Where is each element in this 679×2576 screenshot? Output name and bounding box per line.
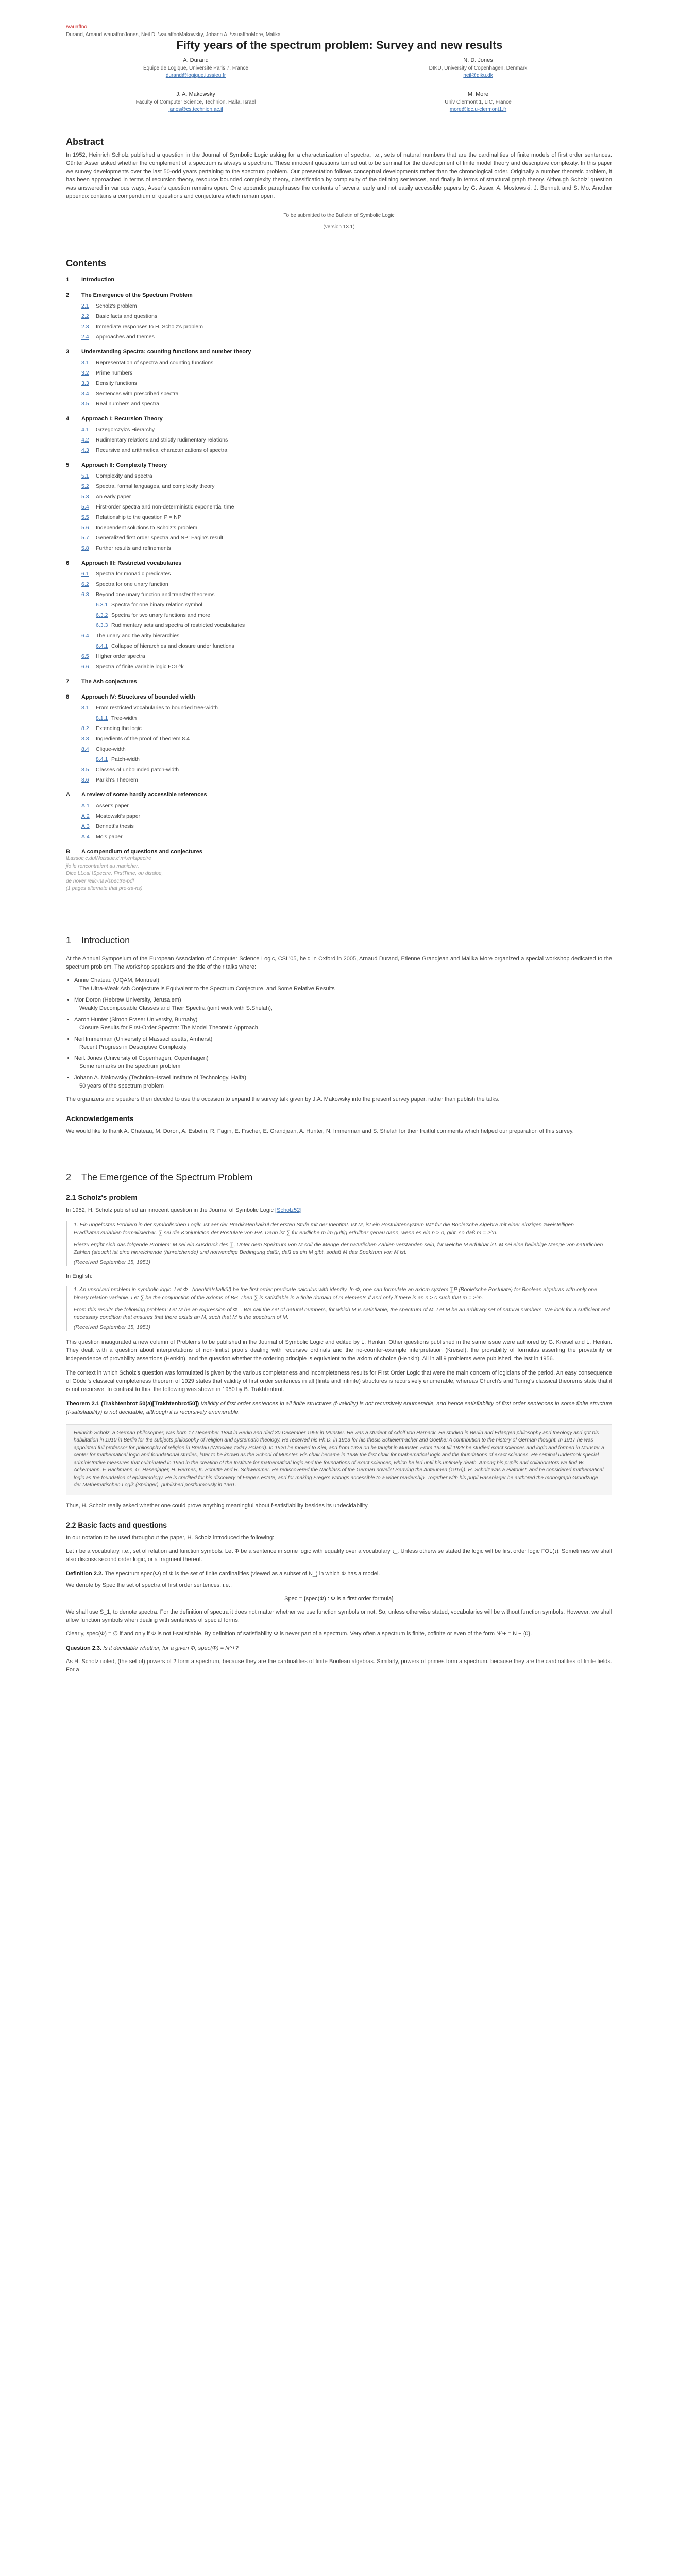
toc-subsection[interactable]	[66, 662, 612, 672]
toc-subsection-number[interactable]: 3.4	[81, 391, 89, 397]
toc-subsection-title[interactable]: Tree-width	[111, 715, 137, 722]
toc-section-number: 3	[66, 349, 70, 355]
toc-subsection-number[interactable]: 5.8	[81, 545, 89, 552]
toc-subsection-number[interactable]: 4.3	[81, 447, 89, 454]
toc-subsection[interactable]	[66, 620, 612, 631]
toc-subsection-number[interactable]: 2.2	[81, 313, 89, 320]
author-affiliation: Faculty of Computer Science, Technion, Haifa, Israel	[135, 99, 256, 105]
toc-subsection[interactable]	[66, 301, 612, 311]
toc-subsection[interactable]	[66, 492, 612, 502]
toc-subsection-title[interactable]: Higher order spectra	[96, 653, 145, 660]
toc-subsection-title[interactable]: Spectra for one unary function	[96, 581, 168, 588]
body-paragraph: Thus, H. Scholz really asked whether one could prove anything meaningful about f-satisfiability besides its undecidability.	[66, 1502, 369, 1509]
toc-subsection[interactable]	[66, 832, 612, 842]
author-email[interactable]: durand@logique.jussieu.fr	[165, 73, 226, 79]
talk-title: The Ultra-Weak Ash Conjecture is Equivalent to the Spectrum Conjecture, and Some Relative Results	[79, 985, 335, 992]
toc-subsection-number[interactable]: 8.5	[81, 767, 89, 773]
intro-paragraph: At the Annual Symposium of the European Association of Computer Science Logic, CSL'05, held in Oxford in 2005, Arnaud Durand, Etienne Grandjean and Malika More organized a special workshop dedicated to the spectrum problem. The workshop speakers and the title of their talks where:	[66, 956, 612, 971]
author-block-1	[118, 57, 273, 80]
toc-section-number: 1	[66, 277, 70, 283]
toc-subsection[interactable]	[66, 378, 612, 388]
toc-subsection-number[interactable]: A.2	[81, 813, 90, 820]
section-heading	[66, 1171, 612, 1184]
top-author-names: Durand, Arnaud \vauaffnoJones, Neil D. \vauaffnoMakowsky, Johann A. \vauaffnoMore, Malika	[66, 31, 281, 38]
toc-subsection-number[interactable]: 3.1	[81, 360, 89, 366]
toc-subsection[interactable]	[66, 600, 612, 610]
talk-speaker: • Aaron Hunter (Simon Fraser University, Burnaby)	[74, 1016, 198, 1023]
toc-subsection-number[interactable]: 5.4	[81, 504, 89, 511]
toc-subsection-title[interactable]: The unary and the arity hierarchies	[96, 633, 180, 639]
toc-subsection-number[interactable]: 5.3	[81, 494, 89, 500]
toc-section-number: 6	[66, 560, 70, 567]
toc-subsection-number[interactable]: 8.3	[81, 736, 89, 742]
toc-subsection-title[interactable]: Rudimentary relations and strictly rudimentary relations	[96, 437, 228, 444]
toc-section-title[interactable]: Introduction	[81, 277, 115, 283]
section-title: Introduction	[81, 935, 130, 945]
toc-section-7[interactable]	[66, 676, 612, 687]
toc-subsection-title[interactable]: Sentences with prescribed spectra	[96, 391, 179, 397]
author-name: N. D. Jones	[463, 57, 493, 63]
question-label: Question 2.3.	[66, 1645, 102, 1651]
toc-subsection[interactable]	[66, 775, 612, 785]
theorem-text: Validity of first order sentences in all finite structures (f-validity) is not recursively enumerable, and hence satisfiability of first order sentences in some finite structure (f-satisfiability) is not decidable, although it is recursively enumerable.	[66, 1401, 612, 1416]
toc-subsection-title[interactable]: From restricted vocabularies to bounded tree-width	[96, 705, 218, 711]
toc-subsection-title[interactable]: Spectra for monadic predicates	[96, 571, 171, 578]
toc-subsection-title[interactable]: Asser's paper	[96, 803, 129, 809]
author-name: J. A. Makowsky	[176, 91, 215, 97]
toc-section-title[interactable]: Approach III: Restricted vocabularies	[81, 560, 182, 567]
toc-subsection[interactable]	[66, 651, 612, 662]
toc-subsection-number[interactable]: 6.5	[81, 653, 89, 660]
paragraph-text: In 1952, H. Scholz published an innocent question in the Journal of Symbolic Logic	[66, 1207, 274, 1214]
talk-speaker: • Mor Doron (Hebrew University, Jerusalem)	[74, 996, 181, 1003]
toc-subsection-number[interactable]: 6.3.1	[96, 602, 108, 608]
body-paragraph: Clearly, spec(Φ) = ∅ if and only if Φ is not f-satisfiable. By definition of satisfiability Φ is never part of a spectrum. Very often a spectrum is finite, cofinite or even of the form N^+ = N − {0}.	[66, 1630, 532, 1637]
quote-text: Hierzu ergibt sich das folgende Problem: M sei ein Ausdruck des ∑, Unter dem Spektrum von M soll die Menge der natürlichen Zahlen verstanden sein, für welche M erfüllbar ist. M sei eine beliebige Menge von natürlichen Zahlen (steucht ist eine hinreichende (hinreichende) und notwendige Bedingung dafür, daß es ein M gibt, sodaß M das Spektrum von M ist.	[74, 1241, 603, 1256]
toc-subsection-number[interactable]: 3.2	[81, 370, 89, 377]
definition-2-2	[66, 1570, 612, 1579]
body-paragraph	[66, 1207, 612, 1215]
toc-subsection[interactable]	[66, 425, 612, 435]
toc-subsection-title[interactable]: Classes of unbounded patch-width	[96, 767, 179, 773]
toc-subsection[interactable]	[66, 723, 612, 734]
talk-item	[74, 977, 612, 993]
toc-subsection-title[interactable]: Density functions	[96, 380, 137, 387]
toc-subsection-number[interactable]: 8.6	[81, 777, 89, 784]
toc-subsection[interactable]	[66, 502, 612, 512]
body-paragraph: We denote by Spec the set of spectra of first order sentences, i.e.,	[66, 1582, 232, 1588]
toc-subsection-number[interactable]: 2.1	[81, 303, 89, 310]
toc-subsection-number[interactable]: 3.5	[81, 401, 89, 408]
section-heading	[66, 934, 612, 947]
intro-paragraph: The organizers and speakers then decided to use the occasion to expand the survey talk given by J.A. Makowsky into the present survey paper, rather than publish the talks.	[66, 1096, 500, 1103]
talk-title: Some remarks on the spectrum problem	[79, 1063, 181, 1070]
submission-note: To be submitted to the Bulletin of Symbolic Logic	[283, 212, 395, 218]
toc-subsection[interactable]	[66, 321, 612, 332]
toc-section-title[interactable]: The Emergence of the Spectrum Problem	[81, 292, 193, 299]
author-affiliation: DIKU, University of Copenhagen, Denmark	[429, 65, 528, 71]
toc-subsection-title[interactable]: Rudimentary sets and spectra of restricted vocabularies	[111, 622, 245, 629]
quote-received: (Received September 15, 1951)	[74, 1259, 150, 1266]
scholz-biography-box: Heinrich Scholz, a German philosopher, was born 17 December 1884 in Berlin and died 30 December 1956 in Münster. He was a student of Adolf von Harnack. He studied in Berlin and Erlangen philosophy and theology and got his habilitation in 1910 in Berlin for the subjects philosophy of religion and systematic theology. He received his Ph.D. in 1913 for his thesis Schleiermacher and Goethe: A contribution to the history of German thought. In 1917 he was appointed full professor for philosophy of religion in Breslau (Wrocław, today Poland). In 1920 he moved to Kiel, and from 1928 on he taught in Münster. From 1924 till 1928 he studied exact sciences and logic and formed in Münster a center for mathematical logic and foundational studies, later to be known as the School of Münster. His chair became in 1936 the first chair for mathematical logic and the foundations of exact sciences. He seminal undertook special administrative measures that culminated in 1950 in the creation of the Institute for mathematical logic and the foundations of exact sciences, which he led until his untimely death. Among his pupils and collaborators we find W. Ackermann, F. Bachmann, G. Hasenjäger, H. Hermes, K. Schütte and H. Schwemmer. He rediscovered the Nachlass of the German novelist Sanving the Anteumen (1916)). H. Scholz was a Platonist, and he considered mathematical logic as the foundation of epistemology. He is credited for his discovery of Frege's estate, and for making Frege's writings accessible to a wider readership. Together with his pupil Hasenjäger he authored the monograph Grundzüge der Mathematischen Logik (Springer), published posthumously in 1961.	[66, 1424, 612, 1495]
toc-subsection-number[interactable]: 5.6	[81, 524, 89, 531]
toc-subsection-title[interactable]: Parikh's Theorem	[96, 777, 138, 784]
toc-section-5[interactable]	[66, 460, 612, 471]
toc-section-4[interactable]	[66, 413, 612, 425]
faint-note: (1 pages alternate that pre-sa-ns)	[66, 886, 143, 891]
talk-title: Closure Results for First-Order Spectra: The Model Theoretic Approach	[79, 1024, 258, 1031]
author-email[interactable]: more@ldc.u-clermont1.fr	[449, 107, 507, 113]
toc-subsection-title[interactable]: Scholz's problem	[96, 303, 137, 310]
talk-title: Recent Progress in Descriptive Complexity	[79, 1044, 187, 1050]
toc-subsection-number[interactable]: 2.3	[81, 324, 89, 330]
section-2	[66, 1171, 612, 1674]
faint-note: jio le rencontraient au manicher.	[66, 863, 139, 869]
faint-notes	[66, 855, 375, 893]
toc-subsection[interactable]	[66, 589, 612, 600]
toc-section-number: B	[66, 849, 70, 855]
toc-subsection[interactable]	[66, 641, 612, 651]
toc-subsection-number[interactable]: 4.1	[81, 427, 89, 433]
toc-subsection[interactable]	[66, 512, 612, 522]
author-block-2	[401, 57, 555, 80]
citation-link[interactable]: [Scholz52]	[275, 1207, 302, 1214]
toc-subsection-title[interactable]: First-order spectra and non-deterministic exponential time	[96, 504, 234, 511]
toc-subsection-title[interactable]: Grzegorczyk's Hierarchy	[96, 427, 155, 433]
english-label: In English:	[66, 1273, 93, 1280]
talk-title: Weakly Decomposable Classes and Their Spectra (joint work with S.Shelah),	[79, 1005, 273, 1011]
toc-subsection-number[interactable]: 8.4.1	[96, 756, 108, 763]
theorem-label: Theorem 2.1 (Trakhtenbrot 50(a)[Trakhtenbrot50])	[66, 1401, 199, 1408]
toc-subsection-title[interactable]: Ingredients of the proof of Theorem 8.4	[96, 736, 190, 742]
toc-section-3[interactable]	[66, 346, 612, 358]
toc-subsection-title[interactable]: Basic facts and questions	[96, 313, 158, 320]
author-email[interactable]: janos@cs.technion.ac.il	[168, 107, 223, 113]
toc-subsection-number[interactable]: 6.4.1	[96, 643, 108, 650]
toc-subsection-number[interactable]: A.4	[81, 834, 90, 840]
table-of-contents	[66, 257, 612, 857]
quote-received: (Received September 15, 1951)	[74, 1324, 150, 1331]
body-paragraph: This question inaugurated a new column of Problems to be published in the Journal of Symbolic Logic and edited by L. Henkin. Other questions published in the same issue were authored by G. Kreisel and L. Henkin. They dealt with a question about interpretations of non-finitist proofs dealing with recursive ordinals and the no-counter-example interpretation (Kreisel), the provability of formulas asserting the provability or independence of provability assertions (Henkin), and the question whether the ordering principle is equivalent to the axiom of choice (Henkin). All in all 9 problems were published, the last in 1956.	[66, 1339, 612, 1362]
body-paragraph: Let τ be a vocabulary, i.e., set of relation and function symbols. Let Φ be a sentence in some logic with equality over a vocabulary τ_. Unless otherwise stated the logic will be first order logic FOL(τ). Sometimes we shall also discuss second order logic, or a fragment thereof.	[66, 1548, 612, 1563]
subsection-heading: 2.1 Scholz's problem	[66, 1193, 138, 1202]
toc-section-title[interactable]: A compendium of questions and conjectures	[81, 849, 202, 855]
talk-speaker: • Neil. Jones (University of Copenhagen, Copenhagen)	[74, 1055, 209, 1062]
talk-list	[66, 977, 612, 1091]
toc-subsection[interactable]	[66, 481, 612, 492]
toc-subsection[interactable]	[66, 332, 612, 342]
toc-subsection[interactable]	[66, 543, 612, 553]
toc-section-number: 5	[66, 462, 70, 469]
top-affil-macro: \vauaffno	[66, 24, 87, 30]
toc-subsection[interactable]	[66, 754, 612, 765]
ack-heading: Acknowledgements	[66, 1114, 134, 1123]
toc-subsection-number[interactable]: 6.3	[81, 591, 89, 598]
author-name: M. More	[467, 91, 489, 97]
toc-subsection-number[interactable]: 8.2	[81, 725, 89, 732]
toc-section-title[interactable]: A review of some hardly accessible references	[81, 792, 207, 799]
toc-subsection-title[interactable]: Approaches and themes	[96, 334, 155, 341]
toc-subsection-number[interactable]: 4.2	[81, 437, 89, 444]
toc-subsection-title[interactable]: Spectra for two unary functions and more	[111, 612, 211, 619]
definition-label: Definition 2.2.	[66, 1571, 104, 1577]
author-email[interactable]: neil@diku.dk	[463, 73, 493, 79]
question-2-3	[66, 1645, 612, 1653]
toc-subsection-title[interactable]: Mo's paper	[96, 834, 123, 840]
quote-text: From this results the following problem: Let M be an expression of Φ_. We call the set of natural numbers, for which M is satisfiable, the spectrum of M. Let M be an arbitrary set of natural numbers. We look for a sufficient and necessary condition that ensures that there exists an M, such that M is the spectrum of M.	[74, 1306, 610, 1321]
body-paragraph: We shall use S_1, to denote spectra. For the definition of spectra it does not matter whether we use function symbols or not. So, unless otherwise stated, vocabularies will be without function symbols. However, we shall allow function symbols when dealing with sentences of special forms.	[66, 1608, 613, 1623]
toc-subsection[interactable]	[66, 811, 612, 821]
english-quote	[66, 1286, 612, 1331]
toc-subsection-title[interactable]: Generalized first order spectra and NP: Fagin's result	[96, 535, 224, 541]
toc-subsection[interactable]	[66, 358, 612, 368]
talk-item	[74, 1016, 612, 1032]
section-number: 1	[66, 935, 72, 945]
toc-subsection[interactable]	[66, 522, 612, 533]
toc-subsection-number[interactable]: 6.1	[81, 571, 89, 578]
toc-subsection-number[interactable]: 8.4	[81, 746, 89, 753]
talk-item	[74, 1036, 612, 1052]
toc-subsection-number[interactable]: 5.5	[81, 514, 89, 521]
toc-subsection[interactable]	[66, 368, 612, 378]
toc-section-number: 8	[66, 694, 70, 701]
version-note: (version 13.1)	[323, 224, 355, 230]
author-block-3	[118, 91, 273, 114]
toc-subsection-number[interactable]: 6.3.2	[96, 612, 108, 619]
toc-section-number: 7	[66, 679, 70, 685]
toc-subsection[interactable]	[66, 703, 612, 713]
definition-text: The spectrum spec(Φ) of Φ is the set of finite cardinalities (viewed as a subset of N_) in which Φ has a model.	[103, 1571, 380, 1577]
toc-subsection[interactable]	[66, 399, 612, 409]
talk-title: 50 years of the spectrum problem	[79, 1083, 164, 1090]
toc-subsection-title[interactable]: Beyond one unary function and transfer theorems	[96, 591, 215, 598]
toc-subsection-title[interactable]: Spectra for one binary relation symbol	[111, 602, 202, 608]
toc-subsection-number[interactable]: 8.1.1	[96, 715, 108, 722]
author-affiliation: Équipe de Logique, Université Paris 7, France	[143, 65, 248, 71]
toc-subsection[interactable]	[66, 821, 612, 832]
toc-subsection-title[interactable]: Relationship to the question P = NP	[96, 514, 181, 521]
toc-subsection-title[interactable]: Prime numbers	[96, 370, 133, 377]
author-name: A. Durand	[183, 57, 209, 63]
top-author-line	[66, 24, 281, 39]
toc-section-title[interactable]: Approach II: Complexity Theory	[81, 462, 167, 469]
quote-text: 1. Ein ungelöstes Problem in der symbolischen Logik. Ist aer der Prädikatenkalkül der ersten Stufe mit der Identität. Ist M, ist ein Postulatensystem IM* für die Boole'sche Algebra mit einer einzigen zweistelligen Prädikatenvariablen formalisierbar. ∑ sei die Konjunktion der Postulate von PR. Dann ist ∑ für endliche m im gültig erfüllbar genau dann, wenn es ein n > 0, gibt, so daß m = 2^n.	[74, 1222, 574, 1236]
toc-subsection-title[interactable]: Patch-width	[111, 756, 140, 763]
talk-speaker: • Neil Immerman (University of Massachusetts, Amherst)	[74, 1036, 213, 1042]
abstract-text: In 1952, Heinrich Scholz published a question in the Journal of Symbolic Logic asking for a characterization of spectra, i.e., sets of natural numbers that are the cardinalities of finite models of first order sentences. Günter Asser asked whether the complement of a spectrum is always a spectrum. These innocent questions turned out to be seminal for the development of finite model theory and descriptive complexity. In this paper we survey developments over the last 50-odd years pertaining to the spectrum problem. Our presentation follows conceptual developments rather than the chronological order. Originally a number theoretic problem, it has been approached in terms of recursion theory, resource bounded complexity theory, classification by complexity of the defining sentences, and finally in terms of structural graph theory. Although Scholz' question was answered in various ways, Asser's question remains open. One appendix paraphrases the contents of several early and not easily accessible papers by G. Asser, A. Mostowski, J. Bennett and S. Mo. Another appendix contains a compendium of questions and conjectures which remain open.	[66, 152, 612, 199]
toc-subsection-number[interactable]: 5.2	[81, 483, 89, 490]
question-text: Is it decidable whether, for a given Φ, spec(Φ) = N^+?	[101, 1645, 239, 1651]
toc-subsection-number[interactable]: 6.6	[81, 664, 89, 670]
talk-speaker: • Annie Chateau (UQAM, Montréal)	[74, 977, 160, 984]
toc-section-title[interactable]: Approach IV: Structures of bounded width	[81, 694, 195, 701]
faint-note: \Lassoc,c,du\Noissue,c\mi,en\spectre	[66, 856, 151, 861]
toc-subsection[interactable]	[66, 435, 612, 445]
toc-section-8[interactable]	[66, 691, 612, 703]
toc-subsection[interactable]	[66, 744, 612, 754]
toc-subsection[interactable]	[66, 533, 612, 543]
section-title: The Emergence of the Spectrum Problem	[81, 1172, 253, 1182]
toc-subsection-title[interactable]: An early paper	[96, 494, 131, 500]
toc-section-number: 4	[66, 416, 70, 422]
author-affiliation: Univ Clermont 1, LIC, France	[445, 99, 512, 105]
toc-subsection-title[interactable]: Clique-width	[96, 746, 126, 753]
toc-section-1[interactable]	[66, 274, 612, 285]
toc-subsection[interactable]	[66, 471, 612, 481]
toc-subsection[interactable]	[66, 734, 612, 744]
toc-subsection[interactable]	[66, 631, 612, 641]
toc-subsection-number[interactable]: A.1	[81, 803, 90, 809]
talk-item	[74, 996, 612, 1013]
toc-subsection[interactable]	[66, 801, 612, 811]
toc-subsection-title[interactable]: Complexity and spectra	[96, 473, 152, 480]
toc-subsection-number[interactable]: A.3	[81, 823, 90, 830]
introduction-section	[66, 934, 612, 1136]
toc-subsection-number[interactable]: 5.1	[81, 473, 89, 480]
toc-subsection-title[interactable]: Real numbers and spectra	[96, 401, 160, 408]
toc-subsection[interactable]	[66, 610, 612, 620]
toc-subsection-title[interactable]: Spectra of finite variable logic FOL^k	[96, 664, 184, 670]
toc-subsection-number[interactable]: 6.2	[81, 581, 89, 588]
toc-section-6[interactable]	[66, 557, 612, 569]
toc-subsection-number[interactable]: 3.3	[81, 380, 89, 387]
toc-subsection-number[interactable]: 2.4	[81, 334, 89, 341]
abstract-section	[66, 135, 612, 231]
quote-text: 1. An unsolved problem in symbolic logic. Let Φ_ (identitätskalkül) be the first order predicate calculus with identity. In Φ, one can formulate an axiom system ∑P (Boole'sche Postulate) for Boolean algebras with only one binary relation variable. Let ∑ be the conjunction of the axioms of BP. Then ∑ is satisfiable in a finite domain of m elements if and only if there is an n > 0 such that m = 2^n.	[74, 1286, 597, 1301]
author-block-4	[401, 91, 555, 114]
talk-speaker: • Johann A. Makowsky (Technion–Israel Institute of Technology, Haifa)	[74, 1075, 247, 1081]
toc-subsection[interactable]	[66, 445, 612, 455]
toc-list	[66, 274, 612, 857]
toc-subsection[interactable]	[66, 713, 612, 723]
subsection-heading: 2.2 Basic facts and questions	[66, 1520, 167, 1529]
faint-note: Dice LLoai \Spectre, FirstTime, ou disaloe,	[66, 871, 163, 876]
toc-section-title[interactable]: Approach I: Recursion Theory	[81, 416, 163, 422]
toc-subsection-title[interactable]: Representation of spectra and counting functions	[96, 360, 214, 366]
toc-heading: Contents	[66, 258, 106, 268]
ack-text: We would like to thank A. Chateau, M. Doron, A. Esbelin, R. Fagin, E. Fischer, E. Grandjean, A. Hunter, N. Immerman and S. Shelah for their fruitful comments which helped our preparation of this survey.	[66, 1128, 574, 1135]
toc-subsection-title[interactable]: Bennett's thesis	[96, 823, 134, 830]
toc-subsection[interactable]	[66, 388, 612, 399]
talk-item	[74, 1074, 612, 1091]
toc-subsection-title[interactable]: Collapse of hierarchies and closure under functions	[111, 643, 234, 650]
abstract-heading: Abstract	[66, 137, 104, 147]
toc-subsection[interactable]	[66, 311, 612, 321]
toc-subsection-number[interactable]: 6.4	[81, 633, 89, 639]
toc-section-number: 2	[66, 292, 70, 299]
faint-note: de nover relic-nav/spectre-pdf	[66, 878, 134, 884]
toc-subsection-title[interactable]: Independent solutions to Scholz's problem	[96, 524, 197, 531]
toc-subsection-title[interactable]: Immediate responses to H. Scholz's problem	[96, 324, 203, 330]
german-quote	[66, 1221, 612, 1266]
spec-formula: Spec = {spec(Φ) : Φ is a first order formula}	[284, 1595, 394, 1602]
section-number: 2	[66, 1172, 72, 1182]
toc-section-title[interactable]: The Ash conjectures	[81, 679, 137, 685]
toc-subsection[interactable]	[66, 765, 612, 775]
toc-section-number: A	[66, 792, 70, 799]
toc-subsection-title[interactable]: Spectra, formal languages, and complexity theory	[96, 483, 215, 490]
toc-section-A[interactable]	[66, 789, 612, 801]
toc-subsection-title[interactable]: Recursive and arithmetical characterizations of spectra	[96, 447, 228, 454]
toc-subsection[interactable]	[66, 579, 612, 589]
toc-section-2[interactable]	[66, 290, 612, 301]
toc-subsection-number[interactable]: 6.3.3	[96, 622, 108, 629]
toc-subsection-number[interactable]: 8.1	[81, 705, 89, 711]
toc-subsection[interactable]	[66, 569, 612, 579]
body-paragraph: The context in which Scholz's question was formulated is given by the various completeness and incompleteness results for First Order Logic that were the main concern of logicians of the period. An easy consequence of Gödel's classical completeness theorem of 1929 states that validity of first order sentences in all (finite and infinite) structures is recursively enumerable, whereas Church's and Turing's classical theorems state that it is not recursive. In contrast to this, the following was shown in 1950 by B. Trakhtenbrot.	[66, 1370, 612, 1393]
paper-title: Fifty years of the spectrum problem: Survey and new results	[176, 39, 503, 52]
toc-subsection-title[interactable]: Extending the logic	[96, 725, 142, 732]
toc-subsection-number[interactable]: 5.7	[81, 535, 89, 541]
toc-subsection-title[interactable]: Mostowski's paper	[96, 813, 141, 820]
theorem-2-1	[66, 1400, 612, 1417]
toc-section-title[interactable]: Understanding Spectra: counting functions and number theory	[81, 349, 251, 355]
body-paragraph: In our notation to be used throughout the paper, H. Scholz introduced the following:	[66, 1535, 275, 1541]
talk-item	[74, 1055, 612, 1071]
body-paragraph: As H. Scholz noted, (the set of) powers of 2 form a spectrum, because they are the cardinalities of finite Boolean algebras. Similarly, powers of primes form a spectrum, because they are the cardinalities of finite fields. For a	[66, 1658, 612, 1673]
toc-subsection-title[interactable]: Further results and refinements	[96, 545, 171, 552]
